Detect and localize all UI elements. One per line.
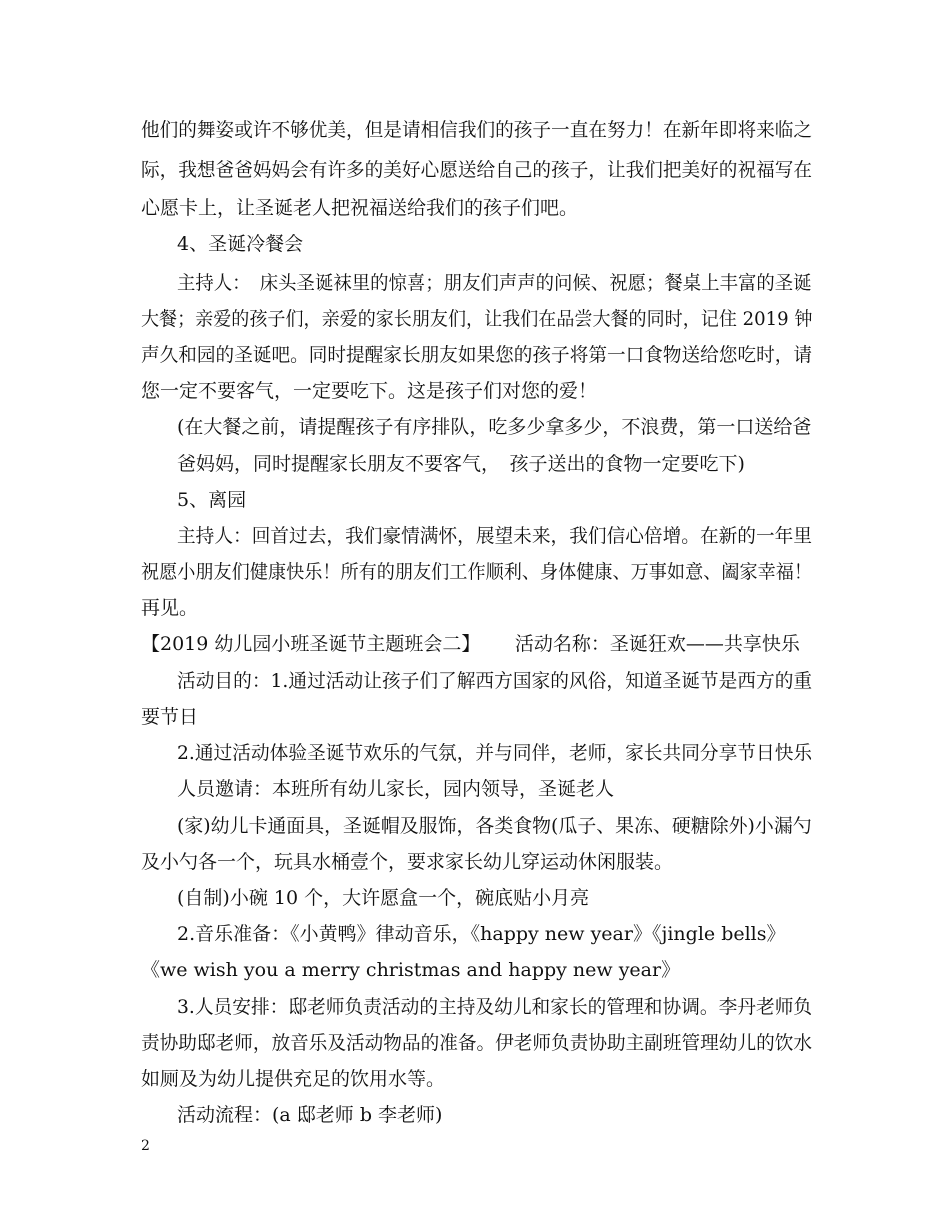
text-line: 3.人员安排：邸老师负责活动的主持及幼儿和家长的管理和协调。李丹老师负 xyxy=(177,996,813,1018)
page-number: 2 xyxy=(141,1138,150,1154)
text-line: 及小勺各一个，玩具水桶壹个，要求家长幼儿穿运动休闲服装。 xyxy=(141,851,674,873)
section-heading: 4、圣诞冷餐会 xyxy=(177,233,304,255)
text-line: 主持人：回首过去，我们豪情满怀，展望未来，我们信心倍增。在新的一年里 xyxy=(177,525,813,547)
text-line: 爸妈妈，同时提醒家长朋友不要客气， 孩子送出的食物一定要吃下) xyxy=(177,453,745,475)
text-line: 《we wish you a merry christmas and happy new year》 xyxy=(141,959,681,981)
text-line: 要节日 xyxy=(141,706,199,728)
section-heading: 5、离园 xyxy=(177,489,247,511)
text-line: 活动目的：1.通过活动让孩子们了解西方国家的风俗，知道圣诞节是西方的重 xyxy=(177,670,813,692)
text-line: 际，我想爸爸妈妈会有许多的美好心愿送给自己的孩子，让我们把美好的祝福写在 xyxy=(141,159,813,181)
text-line: 如厕及为幼儿提供充足的饮用水等。 xyxy=(141,1068,446,1090)
text-line: (家)幼儿卡通面具，圣诞帽及服饰，各类食物(瓜子、果冻、硬糖除外)小漏勺 xyxy=(177,815,812,837)
text-line: 2.音乐准备：《小黄鸭》律动音乐，《happy new year》《jingle bells》 xyxy=(177,923,786,945)
text-line: (自制)小碗 10 个，大许愿盒一个，碗底贴小月亮 xyxy=(177,887,590,909)
text-line: (在大餐之前，请提醒孩子有序排队，吃多少拿多少，不浪费，第一口送给爸 xyxy=(177,416,812,438)
text-line: 大餐；亲爱的孩子们，亲爱的家长朋友们，让我们在品尝大餐的同时，记住 2019 钟 xyxy=(141,308,813,330)
text-line: 活动流程：(a 邸老师 b 李老师) xyxy=(177,1104,443,1126)
text-line: 祝愿小朋友们健康快乐！所有的朋友们工作顺利、身体健康、万事如意、阖家幸福！ xyxy=(141,561,813,583)
text-line: 2.通过活动体验圣诞节欢乐的气氛，并与同伴，老师，家长共同分享节日快乐 xyxy=(177,742,813,764)
section-title: 【2019 幼儿园小班圣诞节主题班会二】 活动名称：圣诞狂欢——共享快乐 xyxy=(141,633,800,655)
text-line: 责协助邸老师，放音乐及活动物品的准备。伊老师负责协助主副班管理幼儿的饮水 xyxy=(141,1032,813,1054)
text-line: 心愿卡上，让圣诞老人把祝福送给我们的孩子们吧。 xyxy=(141,197,579,219)
text-line: 他们的舞姿或许不够优美，但是请相信我们的孩子一直在努力！在新年即将来临之 xyxy=(141,119,813,141)
text-line: 您一定不要客气，一定要吃下。这是孩子们对您的爱！ xyxy=(141,380,598,402)
text-line: 再见。 xyxy=(141,597,199,619)
text-line: 人员邀请：本班所有幼儿家长，园内领导，圣诞老人 xyxy=(177,778,615,800)
text-line: 声久和园的圣诞吧。同时提醒家长朋友如果您的孩子将第一口食物送给您吃时，请 xyxy=(141,344,813,366)
text-line: 主持人： 床头圣诞袜里的惊喜；朋友们声声的问候、祝愿；餐桌上丰富的圣诞 xyxy=(177,272,812,294)
